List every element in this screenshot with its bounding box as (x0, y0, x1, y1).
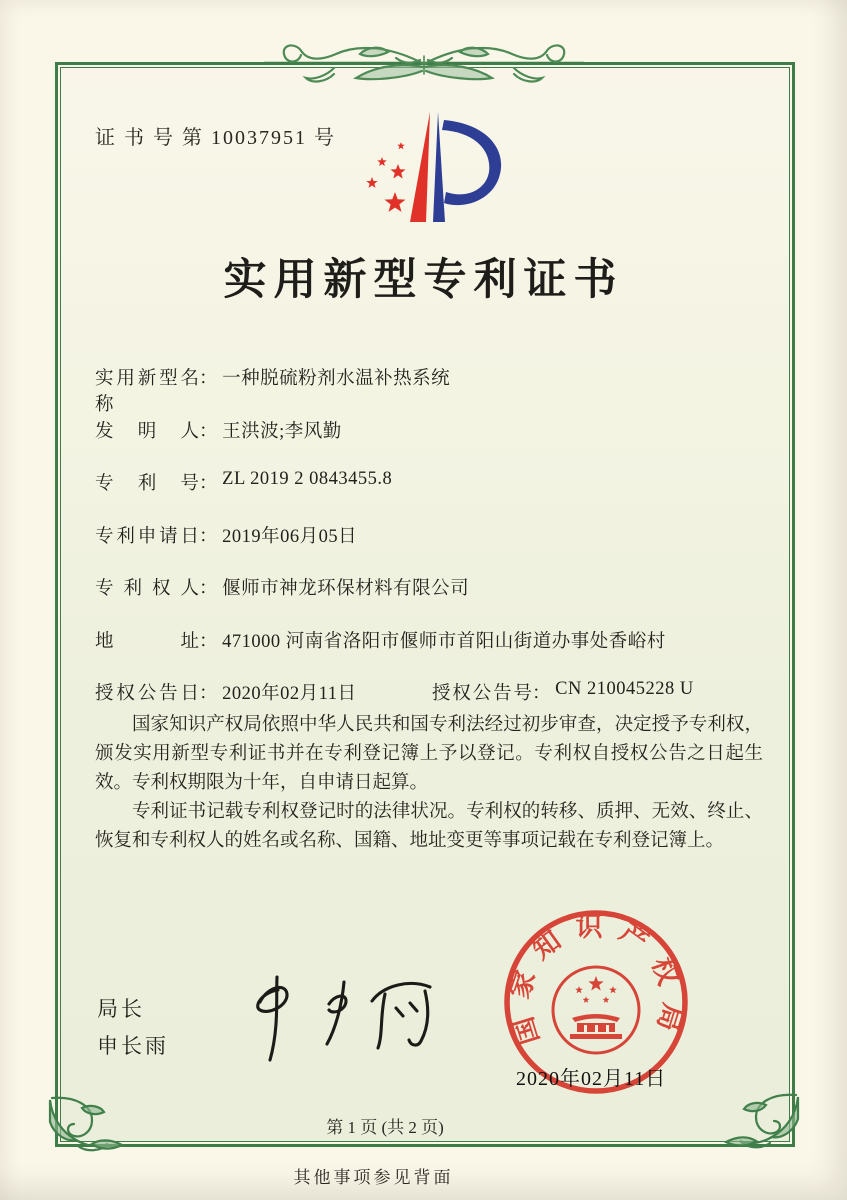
cnipa-patent-logo-icon (338, 106, 518, 236)
field-row-patent-no: 专利号： ZL 2019 2 0843455.8 (95, 469, 393, 494)
field-label: 发明人 (95, 421, 199, 442)
page-indicator: 第 1 页 (共 2 页) (326, 1118, 444, 1137)
signer-title: 局长 (97, 997, 145, 1021)
field-value: 2020年02月11日 (222, 684, 357, 704)
qr-code (686, 134, 776, 224)
field-label: 专利权人 (95, 579, 199, 599)
field-value: ZL 2019 2 0843455.8 (222, 469, 393, 489)
field-grant-number: 授权公告号： CN 210045228 U (432, 679, 694, 704)
seal-date: 2020年02月11日 (516, 1068, 667, 1090)
certificate-number: 证 书 号 第 10037951 号 (95, 127, 336, 149)
field-label: 授权公告号 (432, 684, 532, 704)
field-row-address: 地址： 471000 河南省洛阳市偃师市首阳山街道办事处香峪村 (95, 627, 775, 680)
back-note: 其他事项参见背面 (293, 1168, 454, 1187)
signer-name: 申长雨 (97, 1034, 169, 1058)
field-value: 2019年06月05日 (222, 526, 358, 547)
field-value: 偃师市神龙环保材料有限公司 (222, 579, 470, 599)
field-row-grant: 授权公告日： 2020年02月11日 授权公告号： CN 210045228 U (95, 679, 694, 704)
body-paragraph-1: 国家知识产权局依照中华人民共和国专利法经过初步审查，决定授予专利权，颁发实用新型专利证书并在专利登记簿上予以登记。专利权自授权公告之日起生效。专利权期限为十年，自申请日起算。 (95, 715, 763, 793)
field-label: 专利申请日 (95, 526, 199, 547)
field-row-patentee: 专利权人： 偃师市神龙环保材料有限公司 (95, 574, 775, 627)
field-value: 一种脱硫粉剂水温补热系统 (222, 369, 451, 389)
legal-text-block (95, 711, 763, 856)
field-label: 授权公告日 (95, 684, 199, 704)
field-row-filing-date: 专利申请日： 2019年06月05日 (95, 522, 775, 575)
certificate-title: 实用新型专利证书 (223, 257, 624, 304)
field-value: CN 210045228 U (555, 679, 694, 699)
field-row-name: 实用新型名称： 一种脱硫粉剂水温补热系统 (95, 364, 775, 417)
signature-autograph (232, 970, 454, 1065)
field-value: 王洪波;李风勤 (222, 421, 342, 442)
fields-block (95, 364, 775, 732)
body-paragraph-2: 专利证书记载专利权登记时的法律状况。专利权的转移、质押、无效、终止、恢复和专利权人的姓名或名称、国籍、地址变更等事项记载在专利登记簿上。 (95, 802, 763, 851)
seal-text: 国家知识产权局 (503, 911, 689, 1049)
field-label: 实用新型名称 (95, 369, 199, 415)
top-center-scroll-ornament (264, 34, 584, 92)
national-emblem-icon (553, 967, 639, 1053)
field-label: 专利号 (95, 474, 199, 494)
field-label: 地址 (95, 631, 199, 652)
field-value: 471000 河南省洛阳市偃师市首阳山街道办事处香峪村 (222, 631, 666, 652)
field-row-inventor: 发明人： 王洪波;李风勤 (95, 417, 775, 470)
